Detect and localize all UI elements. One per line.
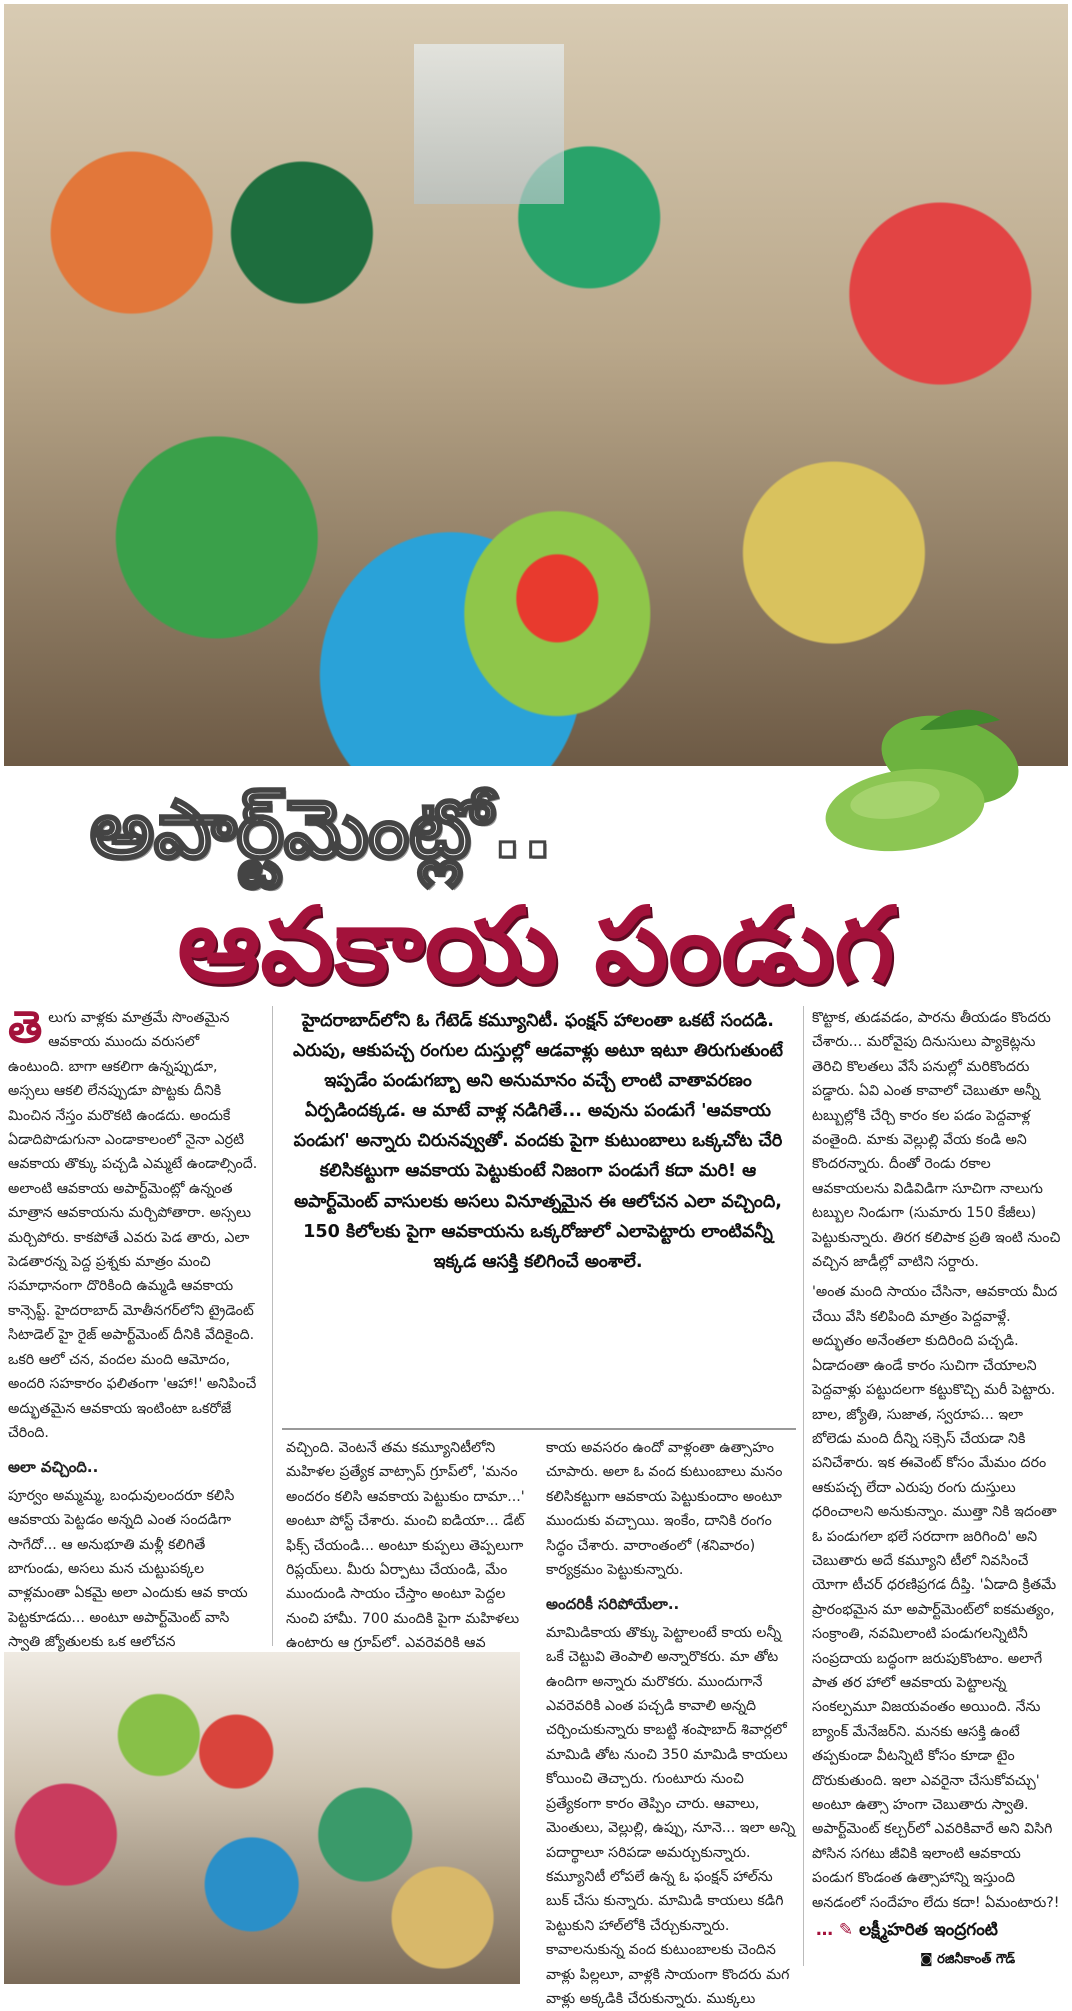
article-column-middle-1 — [286, 1436, 530, 1652]
paragraph: కొట్టాక, తుడవడం, పారను తీయడం కొందరు చేశారు... మరోవైపు దినుసులు ప్యాకెట్లను తెరిచి కొలతలు వేసే పనుల్లో మరికొందరు పడ్డారు. ఏవి ఎంత కావాలో చెబుతూ అన్నీ టబ్బుల్లోకి చేర్చి కారం కల పడం పెద్దవాళ్ల వంతైంది. మాకు వెల్లుల్లి వేయ కండి అని కొందరన్నారు. దీంతో రెండు రకాల ఆవకాయలను విడివిడిగా సూచిగా నాలుగు టబ్బుల నిండుగా (సుమారు 150 కేజీలు) పెట్టుకున్నారు. తిరగ కలిపాక ప్రతి ఇంటి నుంచి వచ్చిన జాడీల్లో వాటిని సర్దారు. — [812, 1010, 1061, 1271]
paragraph: మామిడికాయ తొక్కు పెట్టాలంటే కాయ లన్నీ ఒకే చెట్టువి తెంపాలి అన్నారొకరు. మా తోట ఉందిగా అన్నారు మరొకరు. ముందుగానే ఎవరెవరికి ఎంత పచ్చడి కావాలి అన్నది చర్చించుకున్నారు కాబట్టి శంషాబాద్ శివార్లలో మామిడి తోట నుంచి 350 మామిడి కాయలు కోయించి తెచ్చారు. గుంటూరు నుంచి ప్రత్యేకంగా కారం తెప్పిం చారు. ఆవాలు, మెంతులు, వెల్లుల్లి, ఉప్పు, నూనె... ఇలా అన్ని పదార్థాలూ సరిపడా అమర్చుకున్నారు. కమ్యూనిటీ లోపలే ఉన్న ఓ ఫంక్షన్ హాల్‌ను బుక్ చేసు కున్నారు. మామిడి కాయలు కడిగి పెట్టుకుని హాల్‌లోకి చేర్చుకున్నారు. కావాలనుకున్న వంద కుటుంబాలకు చెందిన వాళ్లు పిల్లలూ, వాళ్లకి సాయంగా కొందరు మగ వాళ్లు అక్కడికి చేరుకున్నారు. ముక్కలు — [546, 1624, 796, 2007]
subheading: అందరికీ సరిపోయేలా.. — [546, 1595, 680, 1614]
paragraph: లుగు వాళ్లకు మాత్రమే సొంతమైన ఆవకాయ ముందు వరుసలో ఉంటుంది. బాగా ఆకలిగా ఉన్నప్పుడూ, అస్సలు ఆకలి లేనప్పుడూ పొట్టకు దీనికి మించిన నేస్తం మరొకటి ఉండదు. అందుకే ఏడాదిపొడుగునా ఎండాకాలంలో నైనా ఎర్రటి ఆవకాయ తొక్కు పచ్చడి ఎమ్మటే ఉండాల్సిందే. అలాంటి ఆవకాయ అపార్ట్‌మెంట్లో ఉన్నంత మాత్రాన ఆవకాయను మర్చిపోతారా. అస్సలు మర్చిపోరు. కాకపోతే ఎవరు పెడ తారు, ఎలా పెడతారన్న పెద్ద ప్రశ్నకు మాత్రం మంచి సమాధానంగా దొరికింది ఉమ్మడి ఆవకాయ కాన్సెప్ట్. హైదరాబాద్ మోతీనగర్‌లోని ట్రైడెంట్ సిటాడెల్ హై రైజ్ అపార్ట్‌మెంట్ దీనికి వేదికైంది. ఒకరి ఆలో చన, వందల మంది ఆమోదం, అందరి సహకారం ఫలితంగా 'ఆహా!' అనిపించే అద్భుతమైన ఆవకాయ ఇంటింటా ఒకరోజే చేరింది. — [8, 1010, 258, 1441]
headline-line-1: అపార్ట్‌మెంట్లో.. — [90, 783, 553, 876]
paragraph: పూర్వం అమ్మమ్మ, బంధువులందరూ కలిసి ఆవకాయ పెట్టడం అన్నది ఎంత సందడిగా సాగేదో... ఆ అనుభూతి మళ్లీ కలిగితే బాగుండు, అసలు మన చుట్టుపక్కల వాళ్లమంతా ఏకమై అలా ఎందుకు ఆవ కాయ పెట్టకూడదు... అంటూ అపార్ట్‌మెంట్ వాసి స్వాతి జ్యోతులకు ఒక ఆలోచన — [8, 1487, 248, 1651]
author-name: లక్ష్మీహరిత ఇంద్రగంటి — [859, 1920, 998, 1940]
intro-paragraph: హైదరాబాద్‌లోని ఓ గేటెడ్ కమ్యూనిటీ. ఫంక్షన్ హాలంతా ఒకటే సందడి. ఎరుపు, ఆకుపచ్చ రంగుల దుస్తుల్లో ఆడవాళ్లు అటూ ఇటూ తిరుగుతుంటే ఇప్పడేం పండుగబ్బా అని అనుమానం వచ్చే లాంటి వాతావరణం ఏర్పడిందక్కడ. ఆ మాటే వాళ్ల నడిగితే... అవును పండుగే 'ఆవకాయ పండుగ' అన్నారు చిరునవ్వుతో. వందకు పైగా కుటుంబాలు ఒక్కచోట చేరి కలిసికట్టుగా ఆవకాయ పెట్టుకుంటే నిజంగా పండుగే కదా మరి! ఆ అపార్ట్‌మెంట్ వాసులకు అసలు వినూత్నమైన ఈ ఆలోచన ఎలా వచ్చింది, 150 కిలోలకు పైగా ఆవకాయను ఒక్కరోజులో ఎలాపెట్టారు లాంటివన్నీ ఇక్కడ ఆసక్తి కలిగించే అంశాలే. — [293, 1011, 783, 1272]
column-divider — [803, 1006, 804, 1966]
drop-cap: తె — [8, 1002, 43, 1053]
pen-icon: … ✎ — [816, 1920, 860, 1940]
article-column-left — [8, 1002, 258, 1651]
subheading: అలా వచ్చింది.. — [8, 1458, 99, 1477]
paragraph: 'అంత మంది సాయం చేసినా, ఆవకాయ మీద చేయి వేసి కలిపింది మాత్రం పెద్దవాళ్లే. అద్భుతం అనేంతలా కుదిరింది పచ్చడి. ఏడాదంతా ఉండే కారం సుచిగా చేయాలని పెద్దవాళ్లు పట్టుదలగా కట్టుకొచ్చి మరీ పెట్టారు. బాల, జ్యోతి, సుజాత, స్వరూప... ఇలా బోలెడు మంది దీన్ని సక్సెస్ చేయడా నికి పనిచేశారు. ఇక ఈవెంట్ కోసం మేమం దరం ఆకుపచ్చ లేదా ఎరుపు రంగు దుస్తులు ధరించాలని అనుకున్నాం. ముత్తా నికి ఇదంతా ఓ పండుగలా భలే సరదాగా జరిగింది' అని చెబుతారు అదే కమ్యూని టీలో నివసించే యోగా టీచర్ ధరణిప్రగడ దీప్తి. 'ఏడాది క్రితమే ప్రారంభమైన మా అపార్ట్‌మెంట్‌లో ఐకమత్యం, సంక్రాంతి, నవమిలాంటి పండుగలన్నిటినీ సంప్రదాయ బద్ధంగా జరుపుకొంటాం. అలాగే పాత తర హాలో ఆవకాయ పెట్టాలన్న సంకల్పమూ విజయవంతం అయింది. నేను బ్యాంక్ మేనేజర్‌ని. మనకు ఆసక్తి ఉంటే తప్పకుండా వీటన్నిటి కోసం కూడా టైం దొరుకుతుంది. ఇలా ఎవరైనా చేసుకోవచ్చు' అంటూ ఉత్సా హంగా చెబుతారు స్వాతి. అపార్ట్‌మెంట్ కల్చర్‌లో ఎవరికివారే అని విసిగి పోసిన సగటు జీవికి ఇలాంటి ఆవకాయ పండుగ కొండంత ఉత్సాహాన్ని ఇస్తుంది అనడంలో సందేహం లేదు కదా! ఏమంటారు?! — [812, 1284, 1060, 1911]
paragraph: వచ్చింది. వెంటనే తమ కమ్యూనిటీలోని మహిళల ప్రత్యేక వాట్సాప్ గ్రూప్‌లో, 'మనం అందరం కలిసి ఆవకాయ పెట్టుకుం దామా...' అంటూ పోస్ట్ చేశారు. మంచి ఐడియా... డేట్ ఫిక్స్ చేయండి... అంటూ కుప్పలు తెప్పలుగా రిప్లయ్‌లు. మీరు ఏర్పాటు చేయండి, మేం ముందుండి సాయం చేస్తాం అంటూ పెద్దల నుంచి హామీ. 700 మందికి పైగా మహిళలు ఉంటారు ఆ గ్రూప్‌లో. ఎవరెవరికి ఆవ — [286, 1440, 525, 1652]
intro-divider — [282, 1428, 796, 1430]
photographer-name: రజినీకాంత్ గౌడ్ — [937, 1952, 1016, 1967]
article-intro — [282, 1006, 794, 1431]
column-divider — [272, 1006, 273, 1646]
secondary-photo-hall — [4, 1652, 520, 1984]
article-column-middle-2 — [546, 1436, 796, 2007]
author-byline — [816, 1920, 1066, 1944]
camera-icon: ◙ — [920, 1952, 938, 1967]
main-photo-women-making-avakaya — [4, 4, 1068, 766]
headline-line-2: ఆవకాయ పండుగ — [177, 884, 895, 1006]
green-mango-illustration — [800, 700, 1030, 860]
photographer-byline — [920, 1952, 1070, 1970]
paragraph: కాయ అవసరం ఉందో వాళ్లంతా ఉత్సాహం చూపారు. అలా ఓ వంద కుటుంబాలు మనం కలిసికట్టుగా ఆవకాయ పెట్టుకుందాం అంటూ ముందుకు వచ్చాయి. ఇంకేం, దానికి రంగం సిద్ధం చేశారు. వారాంతంలో (శనివారం) కార్యక్రమం పెట్టుకున్నారు. — [546, 1440, 783, 1579]
article-column-right — [812, 1006, 1064, 1966]
